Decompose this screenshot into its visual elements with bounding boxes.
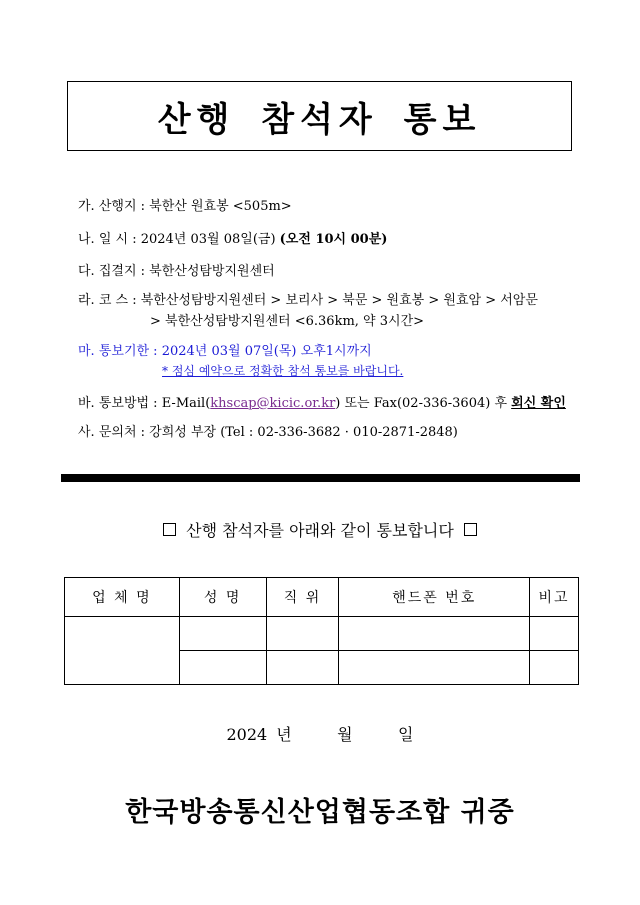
title-box bbox=[67, 81, 572, 151]
info-method bbox=[78, 392, 566, 411]
info-date-time: (오전 10시 00분) bbox=[279, 232, 388, 247]
info-method-mid: ) 또는 Fax(02-336-3604) 후 bbox=[335, 396, 512, 411]
info-course-1: 라. 코 스 : 북한산성탐방지원센터 > 보리사 > 북문 > 원효봉 > 원효암 > 서암문 bbox=[78, 293, 538, 308]
note-cell[interactable] bbox=[530, 617, 579, 651]
date-line: 2024 년 월 일 bbox=[226, 725, 414, 744]
table-row bbox=[65, 617, 579, 651]
footer-recipient: 한국방송통신산업협동조합 귀중 bbox=[125, 797, 515, 828]
divider bbox=[61, 474, 580, 482]
header-position: 직 위 bbox=[266, 578, 339, 617]
header-name: 성 명 bbox=[179, 578, 266, 617]
info-method-confirm: 회신 확인 bbox=[511, 396, 566, 411]
header-phone: 핸드폰 번호 bbox=[339, 578, 530, 617]
name-cell[interactable] bbox=[179, 651, 266, 685]
checkbox-icon bbox=[464, 523, 477, 536]
info-course-2: > 북한산성탐방지원센터 <6.36km, 약 3시간> bbox=[150, 314, 425, 329]
notice-line bbox=[0, 518, 640, 541]
attendee-table bbox=[64, 577, 579, 685]
info-place: 가. 산행지 : 북한산 원효봉 <505m> bbox=[78, 199, 292, 214]
document-title: 산행 참석자 통보 bbox=[157, 99, 482, 140]
info-deadline-note: * 점심 예약으로 정확한 참석 통보를 바랍니다. bbox=[162, 364, 404, 378]
company-cell[interactable] bbox=[65, 617, 180, 685]
position-cell[interactable] bbox=[266, 617, 339, 651]
header-company: 업 체 명 bbox=[65, 578, 180, 617]
position-cell[interactable] bbox=[266, 651, 339, 685]
info-method-prefix: 바. 통보방법 : E-Mail( bbox=[78, 396, 211, 411]
info-deadline: 마. 통보기한 : 2024년 03월 07일(목) 오후1시까지 bbox=[78, 344, 372, 359]
name-cell[interactable] bbox=[179, 617, 266, 651]
email-link[interactable]: khscap@kicic.or.kr bbox=[210, 396, 336, 411]
note-cell[interactable] bbox=[530, 651, 579, 685]
info-date bbox=[78, 228, 387, 247]
phone-cell[interactable] bbox=[339, 617, 530, 651]
checkbox-icon bbox=[163, 523, 176, 536]
table-header-row bbox=[65, 578, 579, 617]
info-contact: 사. 문의처 : 강희성 부장 (Tel : 02-336-3682 · 010-2871-2848) bbox=[78, 425, 458, 440]
info-date-prefix: 나. 일 시 : 2024년 03월 08일(금) bbox=[78, 232, 280, 247]
header-note: 비고 bbox=[530, 578, 579, 617]
phone-cell[interactable] bbox=[339, 651, 530, 685]
info-meeting: 다. 집결지 : 북한산성탐방지원센터 bbox=[78, 264, 275, 279]
notice-text: 산행 참석자를 아래와 같이 통보합니다 bbox=[186, 521, 454, 540]
